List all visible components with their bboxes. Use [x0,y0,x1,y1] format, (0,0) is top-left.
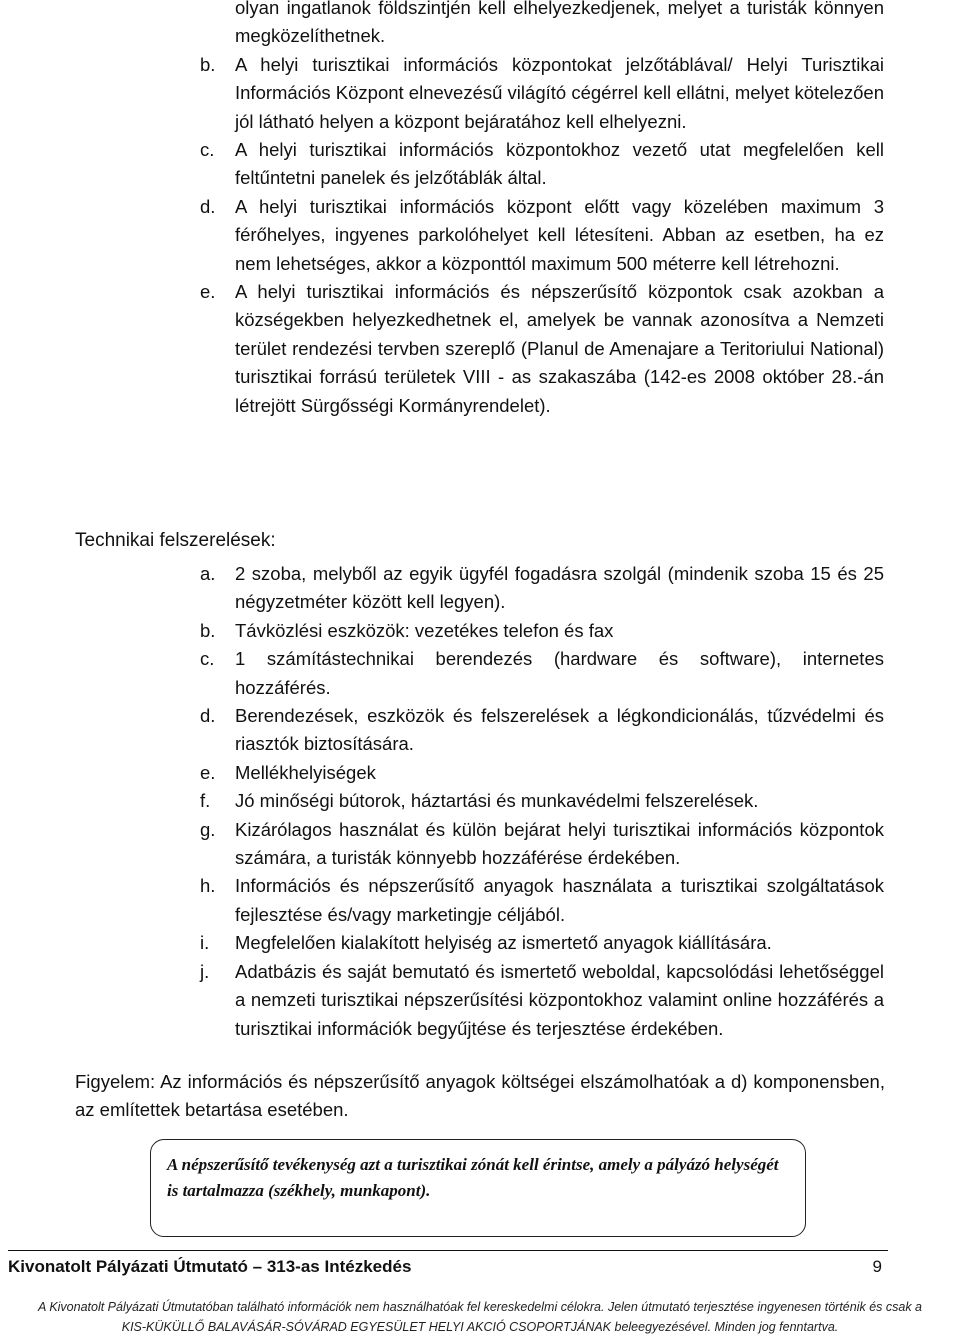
list-item-text: Berendezések, eszközök és felszerelések a légkondicionálás, tűzvédelmi és riasztók biztosítására. [235,705,884,755]
page-number: 9 [872,1257,882,1276]
footer-disclaimer [0,1297,960,1337]
list-item-text: A helyi turisztikai információs központokhoz vezető utat megfelelően kell feltűntetni panelek és jelzőtáblák által. [235,139,884,189]
technical-list [200,560,884,1043]
notice-paragraph: Figyelem: Az információs és népszerűsítő anyagok költségei elszámolhatóak a d) komponensben, az említettek betartása esetében. [75,1071,885,1121]
footer-title: Kivonatolt Pályázati Útmutató – 313-as Intézkedés [8,1257,412,1276]
list-item [200,929,884,957]
list-item-label: a. [200,563,216,584]
list-item-text: A helyi turisztikai információs és népszerűsítő központok csak azokban a községekben helyezkedhetnek el, amelyek be vannak azonosítva a Nemzeti terület rendezési tervben szereplő (Planul de Amenajare a Teritoriului National) turisztikai forrású területek VIII - as szakaszába (142-es 2008 október 28.-án létrejött Sürgősségi Kormányrendelet). [235,281,884,416]
list-item-text: Távközlési eszközök: vezetékes telefon és fax [235,619,614,641]
list-item-text: A helyi turisztikai információs központ előtt vagy közelében maximum 3 férőhelyes, ingyenes parkolóhelyet kell létesíteni. Abban az esetben, ha ez nem lehetséges, akkor a központtól maximum 500 méterre kell létrehozni. [235,195,884,274]
list-item-label: i. [200,932,210,954]
list-item-continuation [200,0,884,51]
disclaimer-line: KIS-KÜKÜLLŐ BALAVÁSÁR-SÓVÁRAD EGYESÜLET HELYI AKCIÓ CSOPORTJÁNAK beleegyezésével. Minden jog fenntartva. [121,1320,839,1334]
footer-divider [8,1250,888,1251]
callout-text: A népszerűsítő tevékenység azt a turisztikai zónát kell érintse, amely a pályázó helységét is tartalmazza (székhely, munkapont). [167,1155,779,1200]
list-item [200,560,884,617]
list-item-text: A helyi turisztikai információs központokat jelzőtáblával/ Helyi Turisztikai Információs Központ elnevezésű világító cégérrel kell ellátni, melyet kötelezően jól látható helyen a központ bejáratához kell elhelyezni. [235,53,884,132]
list-item-text: Jó minőségi bútorok, háztartási és munkavédelmi felszerelések. [235,790,759,812]
list-item-text: Megfelelően kialakított helyiség az ismertető anyagok kiállítására. [235,932,772,954]
list-item-label: e. [200,281,216,303]
upper-list [200,0,884,420]
list-item-text: Kizárólagos használat és külön bejárat helyi turisztikai információs központok számára, a turisták könnyebb hozzáférése érdekében. [235,818,884,869]
list-item-text: 1 számítástechnikai berendezés (hardware és software), internetes hozzáférés. [235,648,884,698]
list-item [200,958,884,1043]
list-item-label: c. [200,648,215,670]
list-item [200,278,884,420]
list-item [200,872,884,929]
list-item-text: Információs és népszerűsítő anyagok használata a turisztikai szolgáltatások fejlesztése és/vagy marketingje céljából. [235,875,884,925]
list-item-label: j. [200,960,210,982]
list-item-label: b. [200,53,216,75]
list-item [200,193,884,278]
list-item-label: h. [200,875,216,897]
list-item-text: Mellékhelyiségek [235,761,376,783]
list-item [200,136,884,193]
list-item-label: g. [200,818,216,840]
list-item-text: Adatbázis és saját bemutató és ismertető weboldal, kapcsolódási lehetőséggel a nemzeti turisztikai népszerűsítési központokhoz valamint online hozzáférés a turisztikai információk begyűjtése és terjesztése érdekében. [235,960,884,1039]
list-item [200,645,884,702]
list-item [200,702,884,759]
list-item-text: olyan ingatlanok földszintjén kell elhelyezkedjenek, melyet a turisták könnyen megközelíthetnek. [235,0,884,47]
list-item [200,617,884,645]
list-item [200,787,884,815]
list-item-label: e. [200,761,216,783]
list-item [200,51,884,136]
list-item-label: d. [200,195,216,217]
list-item-text: 2 szoba, melyből az egyik ügyfél fogadásra szolgál (mindenik szoba 15 és 25 négyzetméter között kell legyen). [235,563,884,613]
section-heading-technical: Technikai felszerelések: [75,530,276,551]
list-item-label: d. [200,705,216,727]
callout-box [150,1139,806,1237]
list-item-label: f. [200,790,211,812]
list-item-label: c. [200,139,215,161]
list-item [200,759,884,787]
disclaimer-line: A Kivonatolt Pályázati Útmutatóban található információk nem használhatóak fel kereskedelmi célokra. Jelen útmutató terjesztése ingyenesen történik és csak a [37,1300,923,1314]
list-item [200,816,884,873]
list-item-label: b. [200,619,216,641]
